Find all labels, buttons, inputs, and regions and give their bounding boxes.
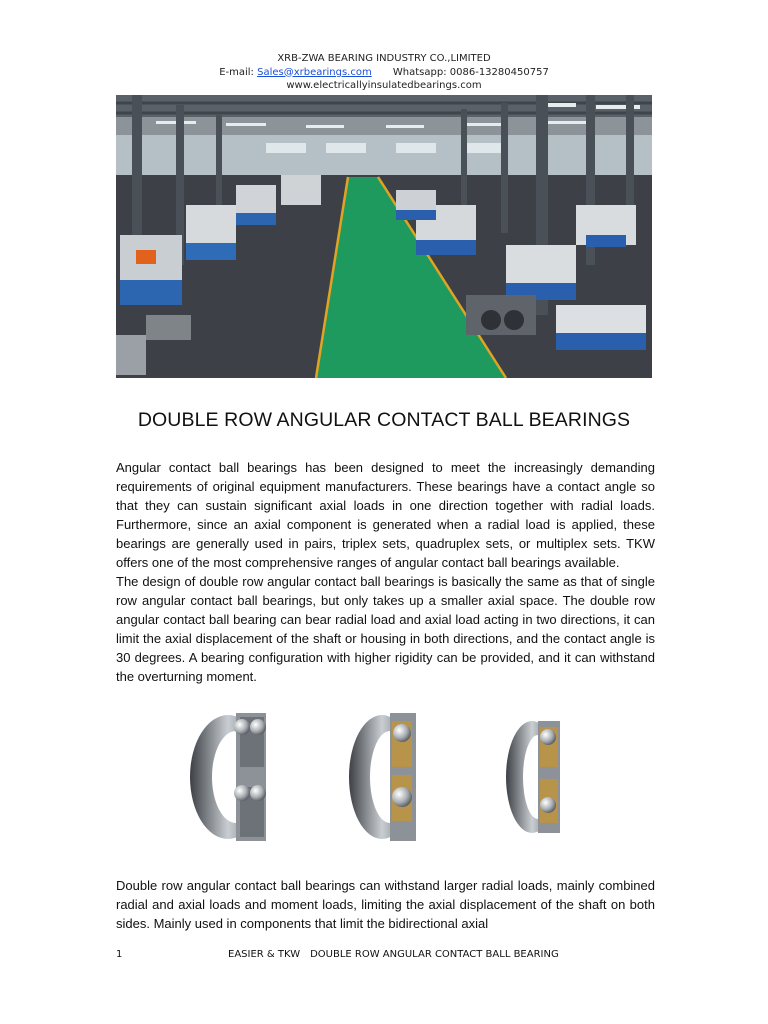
company-name: XRB-ZWA BEARING INDUSTRY CO.,LIMITED bbox=[277, 53, 491, 64]
footer-title bbox=[228, 949, 559, 960]
design-paragraph: The design of double row angular contact ball bearings is basically the same as that of single row angular contact ball bearings, but only takes up a smaller axial space. The double row angular contact ball bearing can bear radial load and axial load acting in two directions, it can limit the axial displacement of the shaft or housing in both directions, and the contact angle is 30 degrees. A bearing configuration with higher rigidity can be provided, and it can withstand the overturning moment. bbox=[116, 574, 655, 684]
page-number: 1 bbox=[116, 949, 123, 960]
email-link[interactable]: Sales@xrbearings.com bbox=[257, 66, 372, 78]
contact-line bbox=[0, 66, 768, 80]
bearing-images bbox=[150, 705, 620, 855]
email-label: E-mail: bbox=[219, 66, 254, 78]
document-header bbox=[0, 52, 768, 93]
footer-brand: EASIER & TKW bbox=[228, 949, 301, 960]
website-text: www.electricallyinsulatedbearings.com bbox=[286, 80, 482, 91]
bearing-image-2 bbox=[349, 713, 416, 841]
factory-photo bbox=[116, 95, 652, 378]
applications-paragraph: Double row angular contact ball bearings can withstand larger radial loads, mainly combined radial and axial loads and moment loads, limiting the axial displacement of the shaft on both sides. Mainly used in components that limit the bidirectional axial bbox=[116, 878, 655, 931]
page-footer bbox=[0, 949, 768, 963]
footer-doc-title: DOUBLE ROW ANGULAR CONTACT BALL BEARING bbox=[310, 949, 559, 960]
whatsapp-text: Whatsapp: 0086-13280450757 bbox=[392, 66, 549, 78]
bearing-image-3 bbox=[506, 721, 560, 833]
page-title: DOUBLE ROW ANGULAR CONTACT BALL BEARINGS bbox=[137, 409, 631, 431]
intro-paragraph: Angular contact ball bearings has been designed to meet the increasingly demanding requirements of original equipment manufacturers. These bearings have a contact angle so that they can sustain significant axial loads in one direction together with radial loads. Furthermore, since an axial component is generated when a radial load is applied, these bearings are generally used in pairs, triplex sets, quadruplex sets, or multiplex sets. TKW offers one of the most comprehensive ranges of angular contact ball bearings available. bbox=[116, 460, 655, 570]
bearing-image-1 bbox=[190, 713, 266, 841]
